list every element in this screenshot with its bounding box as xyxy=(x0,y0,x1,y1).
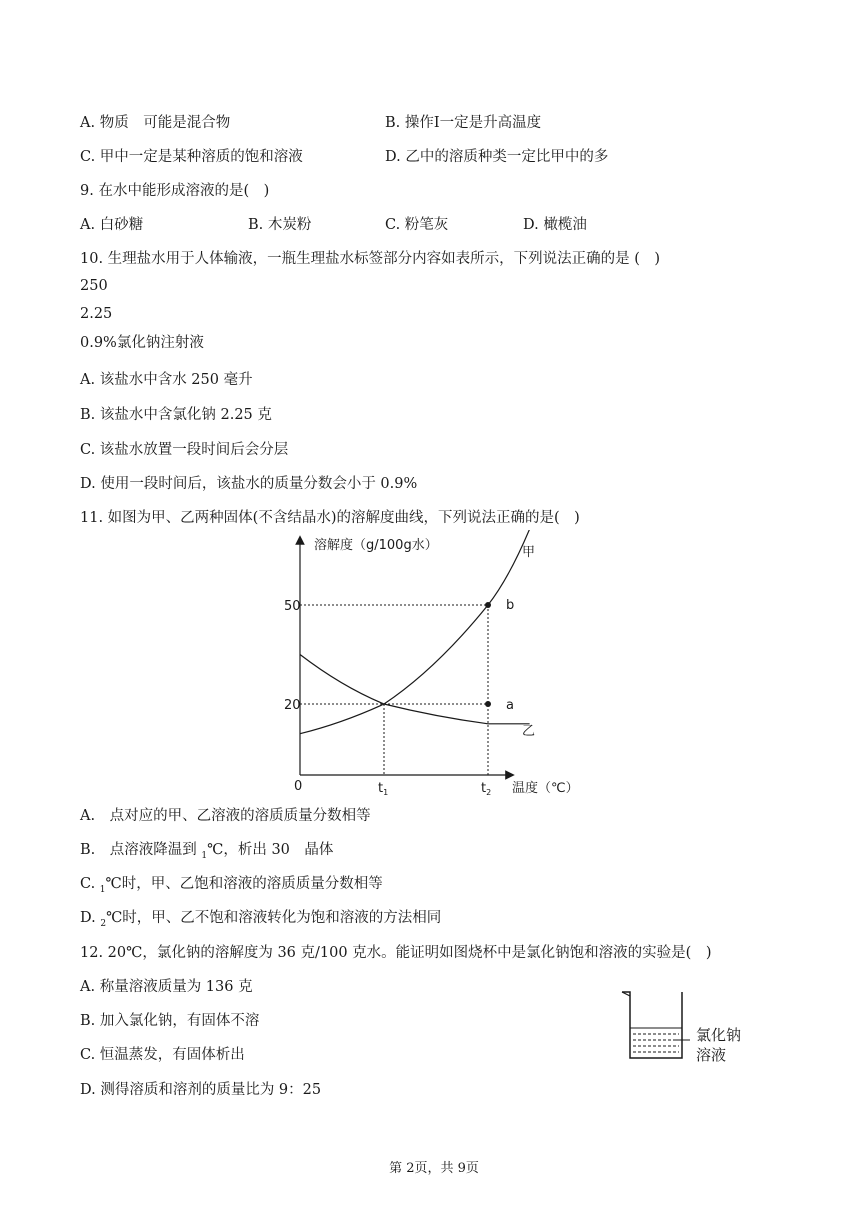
q10-option-d: D. 使用一段时间后，该盐水的质量分数会小于 0.9% xyxy=(80,476,418,492)
origin-label: 0 xyxy=(294,779,303,794)
q8-option-c: C. 甲中一定是某种溶质的饱和溶液 xyxy=(80,149,303,165)
point-a xyxy=(485,701,491,707)
solubility-chart xyxy=(262,530,592,805)
q11-option-d: D. $_2$℃时，甲、乙不饱和溶液转化为饱和溶液的方法相同 xyxy=(80,910,442,929)
q12-option-b: B. 加入氯化钠，有固体不溶 xyxy=(80,1013,260,1029)
q10-option-c: C. 该盐水放置一段时间后会分层 xyxy=(80,442,289,458)
series-label-yi: 乙 xyxy=(522,724,536,739)
q9-stem: 9. 在水中能形成溶液的是( ) xyxy=(80,183,270,199)
y-axis-label: 溶解度（g/100g水） xyxy=(314,538,438,553)
liquid-lines xyxy=(630,1028,682,1052)
q10-stem: 10. 生理盐水用于人体输液，一瓶生理盐水标签部分内容如表所示，下列说法正确的是 ( ) xyxy=(80,251,661,267)
y-tick-20: 20 xyxy=(284,698,301,713)
q10-label-name: 0.9%氯化钠注射液 xyxy=(80,335,204,351)
q10-label-volume: 250 xyxy=(80,278,108,294)
q9-option-a: A. 白砂糖 xyxy=(80,217,144,233)
beaker-label-2: 溶液 xyxy=(696,1046,727,1064)
q9-option-c: C. 粉笔灰 xyxy=(385,217,449,233)
series-label-jia: 甲 xyxy=(522,545,536,560)
point-label-a: a xyxy=(506,698,514,713)
q12-stem: 12. 20℃，氯化钠的溶解度为 36 克/100 克水。能证明如图烧杯中是氯化钠饱和溶液的实验是( ) xyxy=(80,945,712,961)
q10-option-a: A. 该盐水中含水 250 毫升 xyxy=(80,372,253,388)
beaker-label-1: 氯化钠 xyxy=(696,1026,742,1044)
q9-option-b: B. 木炭粉 xyxy=(248,217,312,233)
q8-option-d: D. 乙中的溶质种类一定比甲中的多 xyxy=(385,149,609,165)
x-axis-label: 温度（℃） xyxy=(512,781,579,796)
x-tick-t2: $t_2$ xyxy=(481,781,492,797)
q12-option-c: C. 恒温蒸发，有固体析出 xyxy=(80,1047,245,1063)
q8-option-a: A. 物质 可能是混合物 xyxy=(80,115,231,131)
q12-option-d: D. 测得溶质和溶剂的质量比为 9：25 xyxy=(80,1082,322,1098)
q11-stem: 11. 如图为甲、乙两种固体(不含结晶水)的溶解度曲线，下列说法正确的是( ) xyxy=(80,510,580,526)
q10-label-mass: 2.25 xyxy=(80,306,113,322)
q12-option-a: A. 称量溶液质量为 136 克 xyxy=(80,979,253,995)
q11-option-b: B. 点溶液降温到 $_1$℃，析出 30 晶体 xyxy=(80,842,334,861)
page-footer: 第 2页，共 9页 xyxy=(389,1161,479,1176)
x-tick-t1: $t_1$ xyxy=(378,781,389,797)
q10-option-b: B. 该盐水中含氯化钠 2.25 克 xyxy=(80,407,272,423)
point-b xyxy=(485,602,491,608)
q9-option-d: D. 橄榄油 xyxy=(523,217,587,233)
q8-option-b: B. 操作Ⅰ一定是升高温度 xyxy=(385,115,542,131)
y-tick-50: 50 xyxy=(284,599,301,614)
q11-option-c: C. $_1$℃时，甲、乙饱和溶液的溶质质量分数相等 xyxy=(80,876,383,895)
point-label-b: b xyxy=(506,598,515,613)
beaker-outline xyxy=(622,992,682,1058)
curve-jia xyxy=(300,530,530,734)
curve-yi xyxy=(300,655,530,724)
beaker-diagram xyxy=(620,988,760,1068)
q11-option-a: A. 点对应的甲、乙溶液的溶质质量分数相等 xyxy=(80,808,371,824)
